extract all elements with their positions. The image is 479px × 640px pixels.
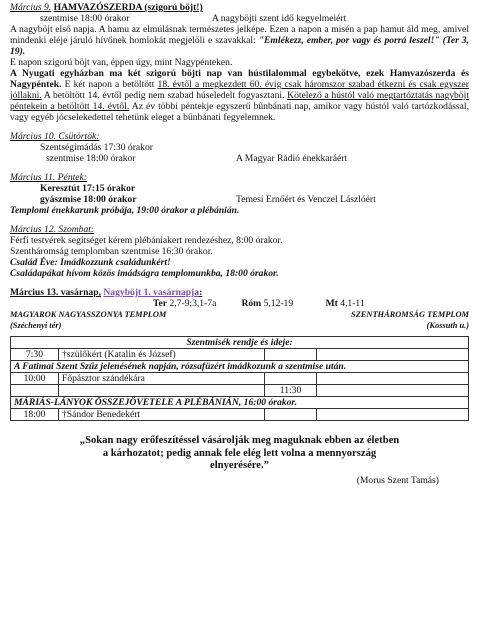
- table-title: Szentmisék rendje és ideje:: [11, 337, 469, 349]
- row1-text: †szülőkért (Katalin és József): [59, 349, 265, 361]
- mar9-p1-text: A nagyböjt első napja. A hamu az elmúlásnak természetes jelképe. Ezen a napon a misén a pap hamut áld meg, amivel mindenki eléje járuló hívőnek homlokát megjelöli e szavakkal:: [10, 24, 469, 46]
- mar10-mass-time: szentmise 18:00 órakor: [46, 153, 136, 164]
- table-row: [11, 349, 469, 361]
- row3-time: 10:00: [11, 373, 59, 385]
- table-row: [11, 337, 469, 349]
- mar12-line-4: Családapákat hívom közös imádságra templomunkba, 18:00 órakor.: [10, 268, 279, 279]
- mass-schedule-table: [10, 336, 469, 421]
- mar9-p1-quote: "Emlékezz, ember, por vagy és porrá leszel!" (Ter 3, 19).: [10, 35, 469, 57]
- mar12-date: Március 12. Szombat:: [10, 224, 95, 235]
- row2-text: A Fatimai Szent Szűz jelenésének napján, rózsafüzért imádkozunk a szentmise után.: [11, 361, 469, 373]
- mar9-paragraph-2: E napon szigorú böjt van, éppen úgy, mint Nagypénteken.: [10, 57, 233, 68]
- row3-text: Főpásztor szándékára: [59, 373, 265, 385]
- quote-line-3: elnyerésére.”: [210, 460, 269, 471]
- mar10-mass-intent: A Magyar Rádió énekkaráért: [236, 153, 348, 164]
- mar9-paragraph-1: [10, 24, 469, 57]
- mar11-line-1: Keresztút 17:15 órakor: [40, 183, 136, 194]
- quote-line-1: „Sokan nagy erőfeszítéssel vásárolják meg maguknak ebben az életben: [79, 435, 400, 446]
- mar10-line-1: Szentségimádás 17:30 órakor: [40, 142, 153, 153]
- mar9-p3-underline-1: 18. évtől a megkezdett 60. évig csak háromszor szabad étkezni és csak egyszer jóllakni.: [10, 79, 470, 101]
- row4-time: 11:30: [265, 385, 317, 397]
- row1-time: 7:30: [11, 349, 59, 361]
- mar12-line-3: Család Éve: Imádkozzunk családunkért!: [10, 257, 171, 268]
- mar10-line-2: [10, 153, 469, 164]
- mar9-p3-c: Az év többi péntekje egyszerű bűnbánati nap, amikor vagy hústól való tartózkodással, vagy egyéb jócselekedettel tehetünk eleget a bűnbánati fegyelemnek.: [10, 101, 469, 123]
- mar9-date: Március 9.: [10, 2, 52, 13]
- bulletin-page: [10, 0, 469, 486]
- reading-2: 5,12-19: [263, 298, 294, 309]
- mar12-line-2: Szentháromság templomban szentmise 16:30 órakor.: [10, 246, 213, 257]
- table-row: [11, 373, 469, 385]
- mar13-header: [10, 287, 469, 298]
- mar9-header: [10, 2, 469, 13]
- mar9-p3-a: E két napon a betöltött: [61, 79, 158, 90]
- church-left: MAGYAROK NAGYASSZONYA TEMPLOM: [10, 310, 167, 319]
- closing-quote: [10, 435, 469, 473]
- reading-1: 2,7-9;3,1-7a: [169, 298, 217, 309]
- mar13-feast: Nagyböjt 1. vasárnapja: [103, 287, 200, 298]
- mar9-p3-b: A betöltött 14. évtől pedig nem szabad húseledelt fogyasztani.: [41, 90, 288, 101]
- quote-line-2: a kárhozatot; pedig annak fele elég lett volna a mennyország: [102, 447, 377, 459]
- mar13-churches: [10, 309, 469, 320]
- church-left-sub: (Széchenyi tér): [10, 321, 62, 330]
- mar13-date: Március 13. vasárnap,: [10, 287, 101, 298]
- table-row: [11, 397, 469, 409]
- mar9-mass-intent: A nagyböjti szent idő kegyelmeiért: [212, 13, 347, 24]
- row5-text: MÁRIÁS-LÁNYOK ÖSSZEJÖVETELE A PLÉBÁNIÁN, 16:00 órakor.: [11, 397, 469, 409]
- mar11-mass-time: gyászmise 18:00 órakor: [40, 194, 137, 205]
- row6-text: †Sándor Benedekért: [59, 409, 265, 421]
- reading-1-label: Ter: [153, 298, 168, 309]
- mar13-colon: :: [199, 287, 203, 298]
- mar9-mass: [10, 13, 469, 24]
- table-row: [11, 409, 469, 421]
- church-right-sub: (Kossuth u.): [426, 321, 469, 330]
- mar12-line-1: Férfi testvérek segítséget kérem plébániakert rendezéshez, 8:00 órakor.: [10, 235, 283, 246]
- mar13-church-subs: [10, 320, 469, 331]
- mar9-p3-underline-2: Kötelező a hústól való megtartóztatás nagyböjt péntekein a betöltött 14. évtől.: [10, 90, 469, 112]
- reading-3: 4,1-11: [340, 298, 365, 309]
- reading-3-label: Mt: [325, 298, 338, 309]
- mar10-date: Március 10. Csütörtök:: [10, 131, 100, 142]
- mar9-title: HAMVAZÓSZERDA (szigorú böjt!): [53, 2, 203, 13]
- mar9-mass-time: szentmise 18:00 órakor: [40, 13, 130, 24]
- row6-time: 18:00: [11, 409, 59, 421]
- reading-2-label: Róm: [241, 298, 262, 309]
- mar9-paragraph-3: [10, 68, 469, 123]
- mar9-p3-bold: A Nyugati egyházban ma két szigorú böjti nap van hústilalommal egybekötve, ezek Hamvazószerda és Nagypéntek.: [10, 68, 469, 90]
- mar11-line-3: Templomi énekkarunk próbája, 19:00 órakor a plébánián.: [10, 205, 240, 216]
- quote-author: (Morus Szent Tamás): [356, 474, 439, 486]
- church-right: SZENTHÁROMSÁG TEMPLOM: [351, 310, 469, 319]
- mar11-mass-intent: Temesi Ernőért és Venczel Lászlóért: [236, 194, 376, 205]
- table-row: [11, 361, 469, 373]
- mar11-date: Március 11. Péntek:: [10, 172, 87, 183]
- mar13-readings: [10, 298, 469, 309]
- mar11-line-2: [10, 194, 469, 205]
- table-row: [11, 385, 469, 397]
